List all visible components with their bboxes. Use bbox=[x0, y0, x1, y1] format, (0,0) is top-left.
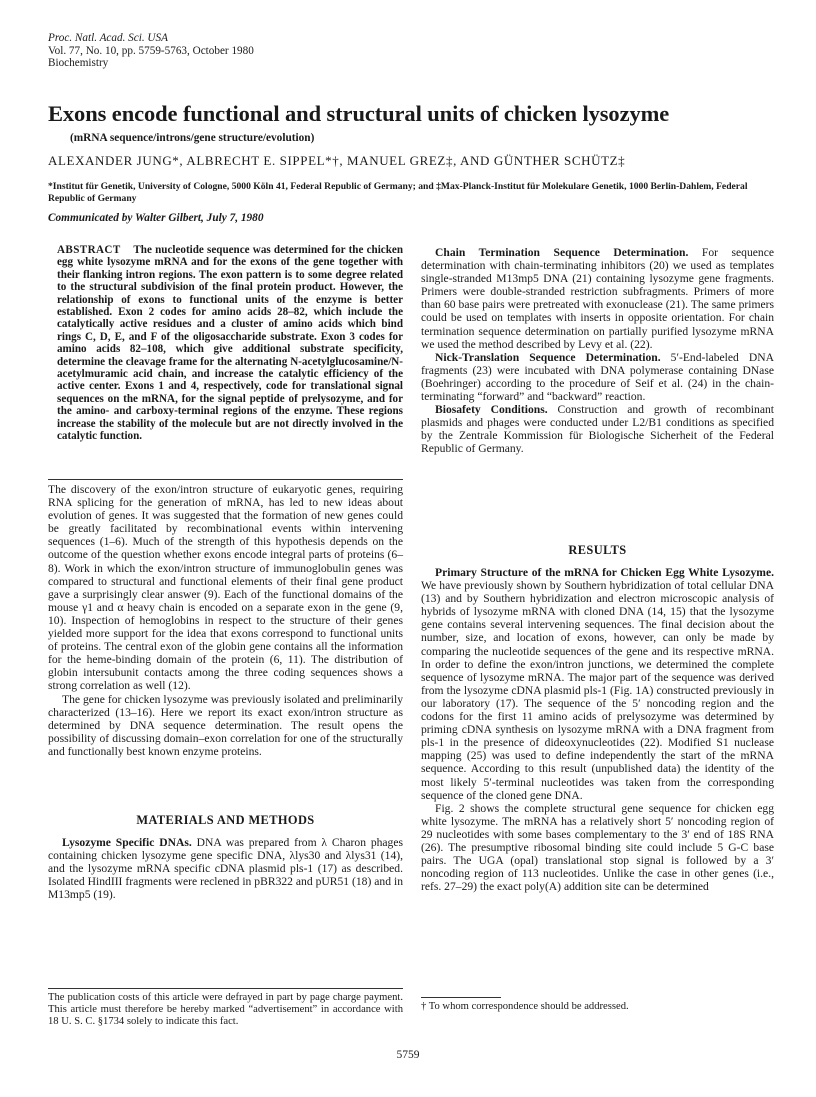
methods-lysozyme-dna bbox=[48, 836, 403, 901]
intro-paragraph: The gene for chicken lysozyme was previously isolated and preliminarily characterized (13–16). Here we report its exact exon/intron structure as determined by DNA sequence determination. The result opens the possibility of discussing domain–exon correlation for one of the structurally and functionally best known enzyme proteins. bbox=[48, 692, 403, 758]
page-number: 5759 bbox=[396, 1049, 420, 1061]
abstract bbox=[57, 244, 403, 443]
abstract-divider bbox=[48, 479, 403, 480]
affiliations: *Institut für Genetik, University of Cologne, 5000 Köln 41, Federal Republic of Germany; and ‡Max-Planck-Institut für Molekulare Genetik, 1000 Berlin-Dahlem, Federal Republic of Germany bbox=[48, 181, 748, 204]
section-text: We have previously shown by Southern hybridization of total cellular DNA (13) and by Southern hybridization and electron microscopic analysis of hybrids of lysozyme mRNA with cloned DNA (14, 15) that the lysozyme gene contains several intervening sequences. The final decision about the number, size, and location of exons, however, can only be made by comparing the nucleotide sequences of the gene and its respective mRNA. In order to define the exon/intron junctions, we determined the complete sequence of lysozyme mRNA. The major part of the sequence was derived from the lysozyme cDNA plasmid pls-1 (Fig. 1A) constructed previously in our laboratory (17). The sequence of the 5′ noncoding region and the codons for the first 11 amino acids of prelysozyme was determined by priming cDNA synthesis on lysozyme mRNA with a DNA fragment from pls-1 in the presence of dideoxynucleotides (22). Modified S1 nuclease mapping (25) was used to define independently the start of the mRNA sequence. According to this result (unpublished data) the identity of the most likely 5′-terminal nucleotides was taken from the corresponding sequence of the cloned gene DNA. bbox=[421, 579, 774, 802]
publication-costs-footnote: The publication costs of this article were defrayed in part by page charge payment. This article must therefore be hereby marked “advertisement” in accordance with 18 U. S. C. §1734 solely to indicate this fact. bbox=[48, 992, 403, 1028]
results-paragraph: Fig. 2 shows the complete structural gene sequence for chicken egg white lysozyme. The mRNA has a relatively short 5′ noncoding region of 29 nucleotides with some bases complementary to the 3′ end of 18S RNA (26). The presumptive ribosomal binding site could include 5 G-C base pairs. The UGA (opal) translational stop signal is followed by a 3′ noncoding region of 113 nucleotides. Unlike the case in other genes (i.e., refs. 27–29) the exact poly(A) addition site can be determined bbox=[421, 801, 774, 894]
abstract-label: ABSTRACT bbox=[57, 244, 121, 256]
footnote-divider-right bbox=[421, 997, 501, 998]
section-text: For sequence determination with chain-terminating inhibitors (20) we used as templates single-stranded M13mp5 DNA (21) containing lysozyme gene fragments. Primers were double-stranded restriction subfragments. Primers of more than 60 base pairs were pretreated with exonuclease (21). The same primers could be used on templates with inserts in opposite orientation. For chain termination sequence determination on partially purified lysozyme mRNA we used the method described by Levy et al. (22). bbox=[421, 246, 774, 351]
journal-section: Biochemistry bbox=[48, 57, 109, 69]
section-text: DNA was prepared from λ Charon phages containing chicken lysozyme gene specific DNA, λlys30 and λlys31 (14), and the lysozyme mRNA specific cDNA plasmid pls-1 (17) as described. Isolated HindIII fragments were reclened in pBR322 and pUR51 (18) and in M13mp5 (19). bbox=[48, 836, 404, 902]
right-column-methods bbox=[421, 246, 774, 456]
right-column-results bbox=[421, 566, 774, 893]
footnote-divider bbox=[48, 988, 403, 989]
paper-title: Exons encode functional and structural units of chicken lysozyme bbox=[48, 101, 670, 126]
section-text: Construction and growth of recombinant plasmids and phages were conducted under L2/B1 conditions as specified by the Zentrale Kommission für Biologische Sicherheit of the Federal Republic of Germany. bbox=[421, 403, 774, 456]
section-run-in-title: Primary Structure of the mRNA for Chicken Egg White Lysozyme. bbox=[435, 566, 774, 579]
section-run-in-title: Chain Termination Sequence Determination. bbox=[435, 246, 689, 259]
keywords: (mRNA sequence/introns/gene structure/evolution) bbox=[70, 132, 315, 144]
section-text: 5′-End-labeled DNA fragments (23) were incubated with DNA polymerase containing DNase (Boehringer) according to the procedure of Seif et al. (24) in the chain-terminating “forward” and “backward” reaction. bbox=[421, 350, 774, 404]
correspondence-footnote: † To whom correspondence should be addressed. bbox=[421, 1001, 629, 1012]
journal-volume: Vol. 77, No. 10, pp. 5759-5763, October 1980 bbox=[48, 44, 254, 57]
left-column bbox=[48, 483, 403, 758]
intro-paragraph: The discovery of the exon/intron structure of eukaryotic genes, requiring RNA splicing for the generation of mRNA, has led to new ideas about evolution of genes. It was suggested that the formation of new genes could be greatly facilitated by recombinational events within intervening sequences (1–6). Much of the strength of this hypothesis depends on the outcome of the question whether exons encode integral parts of proteins (6–8). Work in which the exon/intron structure of immunoglobulin genes was compared to structural and functional elements of their final gene product gave a surprisingly clear answer (9). Each of the functional domains of the mouse γ1 and α heavy chain is encoded on a separate exon in the gene (9, 10). Inspection of hemoglobins in respect to the structure of their genes yielded more support for the idea that exons correspond to functional units of proteins. The central exon of the globin gene contains all the information for the heme-binding domain of the protein (6, 11). The distribution of globin intersubunit contacts among the three coding sequences shows a strong correlation as well (12). bbox=[48, 483, 403, 693]
abstract-text: The nucleotide sequence was determined for the chicken egg white lysozyme mRNA and for the exons of the gene together with their flanking intron regions. The exon pattern is to some degree related to the structural subdivision of the final protein product. However, the relationship of exons to functional units of the enzyme is better established. Exon 2 codes for amino acids 28–82, which include the catalytically active residues and a cluster of amino acids which bind rings C, D, E, and F of the oligosaccharide substrate. Exon 3 codes for amino acids 82–108, which give additional substrate specificity, determine the cleavage frame for the alternating N-acetylglucosamine/N-acetylmuramic acid chain, and increase the catalytic efficiency of the active center. Exons 1 and 4, respectively, code for translational signal sequences on the mRNA, for the signal peptide of prelysozyme, and for the amino- and carboxy-terminal regions of the enzyme. These regions increase the stability of the molecule but are not directly involved in the catalytic function. bbox=[57, 244, 403, 443]
journal-header bbox=[48, 32, 254, 70]
communicated-by: Communicated by Walter Gilbert, July 7, 1980 bbox=[48, 212, 264, 224]
methods-heading: MATERIALS AND METHODS bbox=[136, 813, 315, 827]
section-run-in-title: Nick-Translation Sequence Determination. bbox=[435, 350, 661, 364]
results-heading: RESULTS bbox=[568, 543, 627, 557]
journal-name: Proc. Natl. Acad. Sci. USA bbox=[48, 32, 168, 44]
authors: ALEXANDER JUNG*, ALBRECHT E. SIPPEL*†, MANUEL GREZ‡, AND GÜNTHER SCHÜTZ‡ bbox=[48, 153, 626, 168]
section-run-in-title: Lysozyme Specific DNAs. bbox=[62, 836, 192, 849]
section-run-in-title: Biosafety Conditions. bbox=[435, 403, 548, 417]
